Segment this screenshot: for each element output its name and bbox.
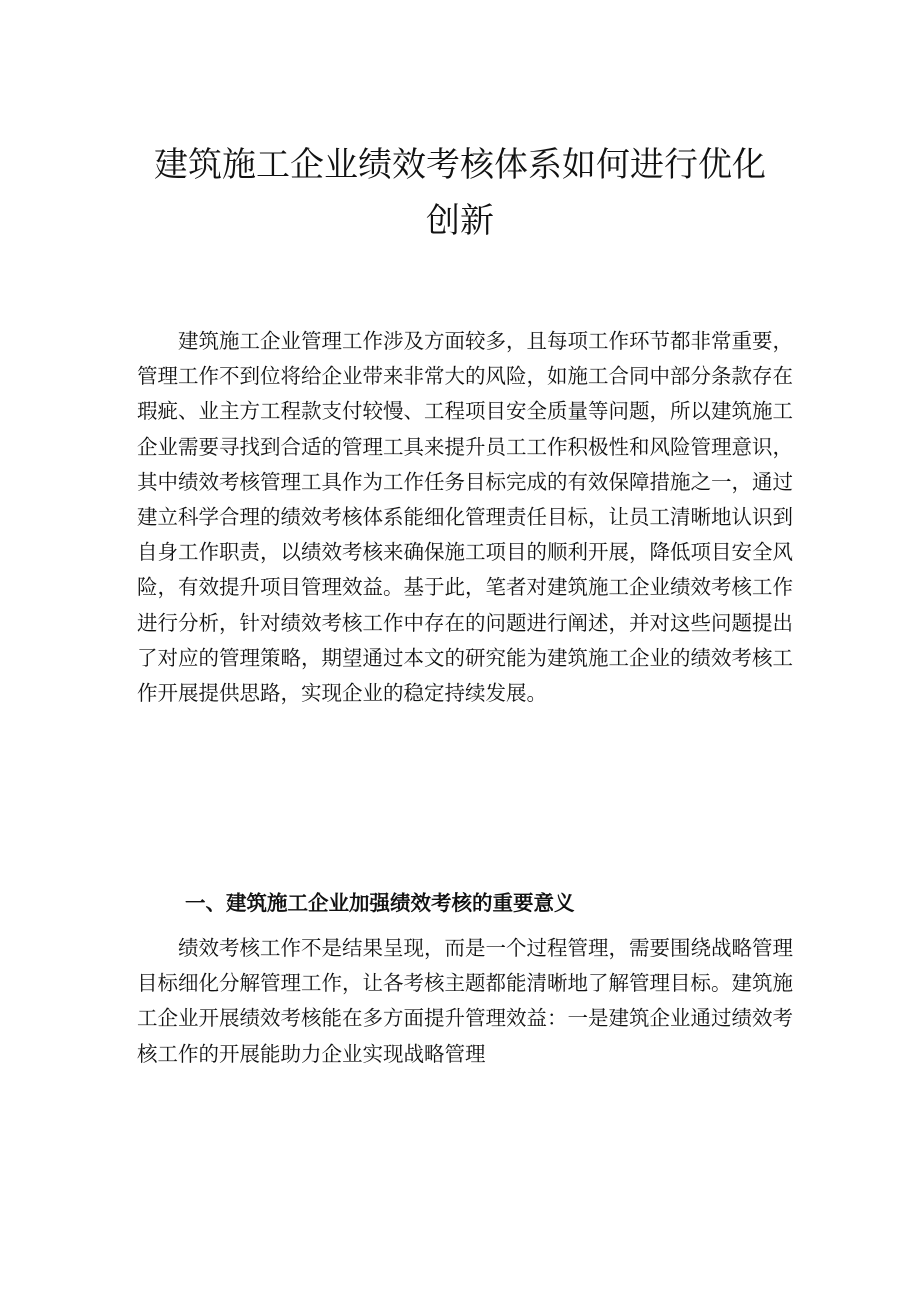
document-title-line-2: 创新	[426, 201, 494, 241]
section-heading: 一、建筑施工企业加强绩效考核的重要意义	[185, 891, 575, 915]
intro-paragraph: 建筑施工企业管理工作涉及方面较多，且每项工作环节都非常重要，管理工作不到位将给企业带来非常大的风险，如施工合同中部分条款存在瑕疵、业主方工程款支付较慢、工程项目安全质量等问题，所以建筑施工企业需要寻找到合适的管理工具来提升员工工作积极性和风险管理意识，其中绩效考核管理工具作为工作任务目标完成的有效保障措施之一，通过建立科学合理的绩效考核体系能细化管理责任目标，让员工清晰地认识到自身工作职责，以绩效考核来确保施工项目的顺利开展，降低项目安全风险，有效提升项目管理效益。基于此，笔者对建筑施工企业绩效考核工作进行分析，针对绩效考核工作中存在的问题进行阐述，并对这些问题提出了对应的管理策略，期望通过本文的研究能为建筑施工企业的绩效考核工作开展提供思路，实现企业的稳定持续发展。	[137, 329, 793, 706]
document-title-line-1: 建筑施工企业绩效考核体系如何进行优化	[154, 145, 766, 185]
section-paragraph: 绩效考核工作不是结果呈现，而是一个过程管理，需要围绕战略管理目标细化分解管理工作，让各考核主题都能清晰地了解管理目标。建筑施工企业开展绩效考核能在多方面提升管理效益：一是建筑企业通过绩效考核工作的开展能助力企业实现战略管理	[137, 936, 793, 1066]
